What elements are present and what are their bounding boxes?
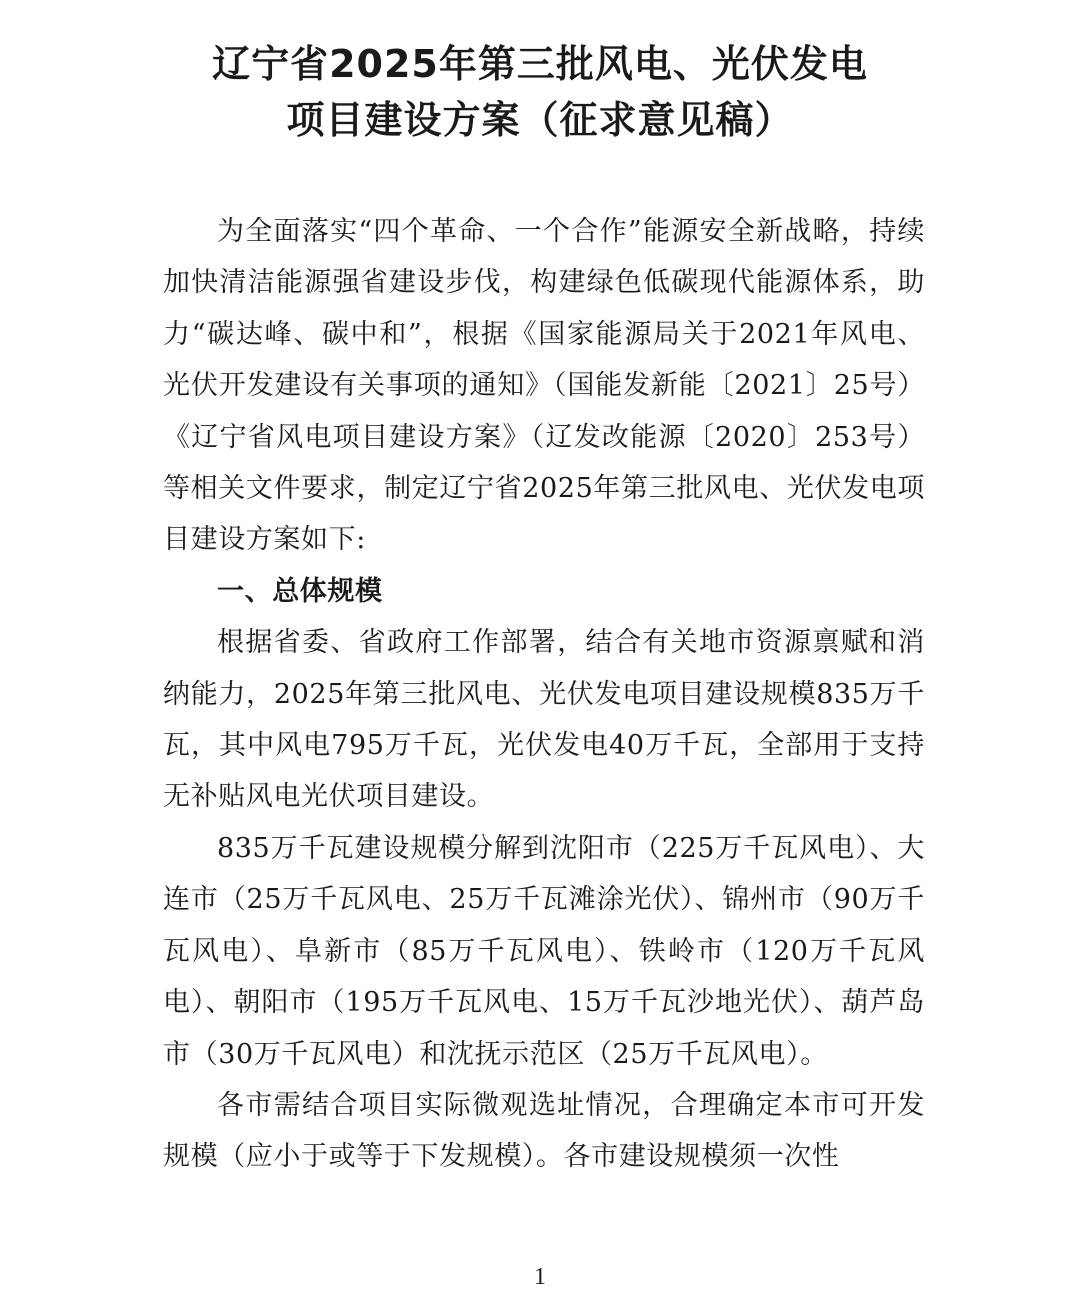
paragraph-intro: 为全面落实“四个革命、一个合作”能源安全新战略，持续加快清洁能源强省建设步伐，构建绿色低碳现代能源体系，助力“碳达峰、碳中和”，根据《国家能源局关于2021年风电、光伏开发建设有关事项的通知》（国能发新能〔2021〕25号）《辽宁省风电项目建设方案》（辽发改能源〔2020〕253号）等相关文件要求，制定辽宁省2025年第三批风电、光伏发电项目建设方案如下: xyxy=(163,216,925,556)
paragraph-allocation: 835万千瓦建设规模分解到沈阳市（225万千瓦风电）、大连市（25万千瓦风电、25万千瓦滩涂光伏）、锦州市（90万千瓦风电）、阜新市（85万千瓦风电）、铁岭市（120万千瓦风电）、朝阳市（195万千瓦风电、15万千瓦沙地光伏）、葫芦岛市（30万千瓦风电）和沈抚示范区（25万千瓦风电）。 xyxy=(163,832,925,1070)
section-heading-overall-scale: 一、总体规模 xyxy=(217,575,383,607)
title-line-1: 辽宁省2025年第三批风电、光伏发电 xyxy=(212,42,868,86)
document-body xyxy=(163,206,925,1183)
page-number: 1 xyxy=(534,1264,546,1290)
paragraph-city-requirements: 各市需结合项目实际微观选址情况，合理确定本市可开发规模（应小于或等于下发规模）。各市建设规模须一次性 xyxy=(163,1089,925,1173)
document-title xyxy=(0,36,1080,148)
title-line-2: 项目建设方案（征求意见稿） xyxy=(286,98,794,142)
paragraph-scale: 根据省委、省政府工作部署，结合有关地市资源禀赋和消纳能力，2025年第三批风电、光伏发电项目建设规模835万千瓦，其中风电795万千瓦，光伏发电40万千瓦，全部用于支持无补贴风电光伏项目建设。 xyxy=(163,627,925,813)
